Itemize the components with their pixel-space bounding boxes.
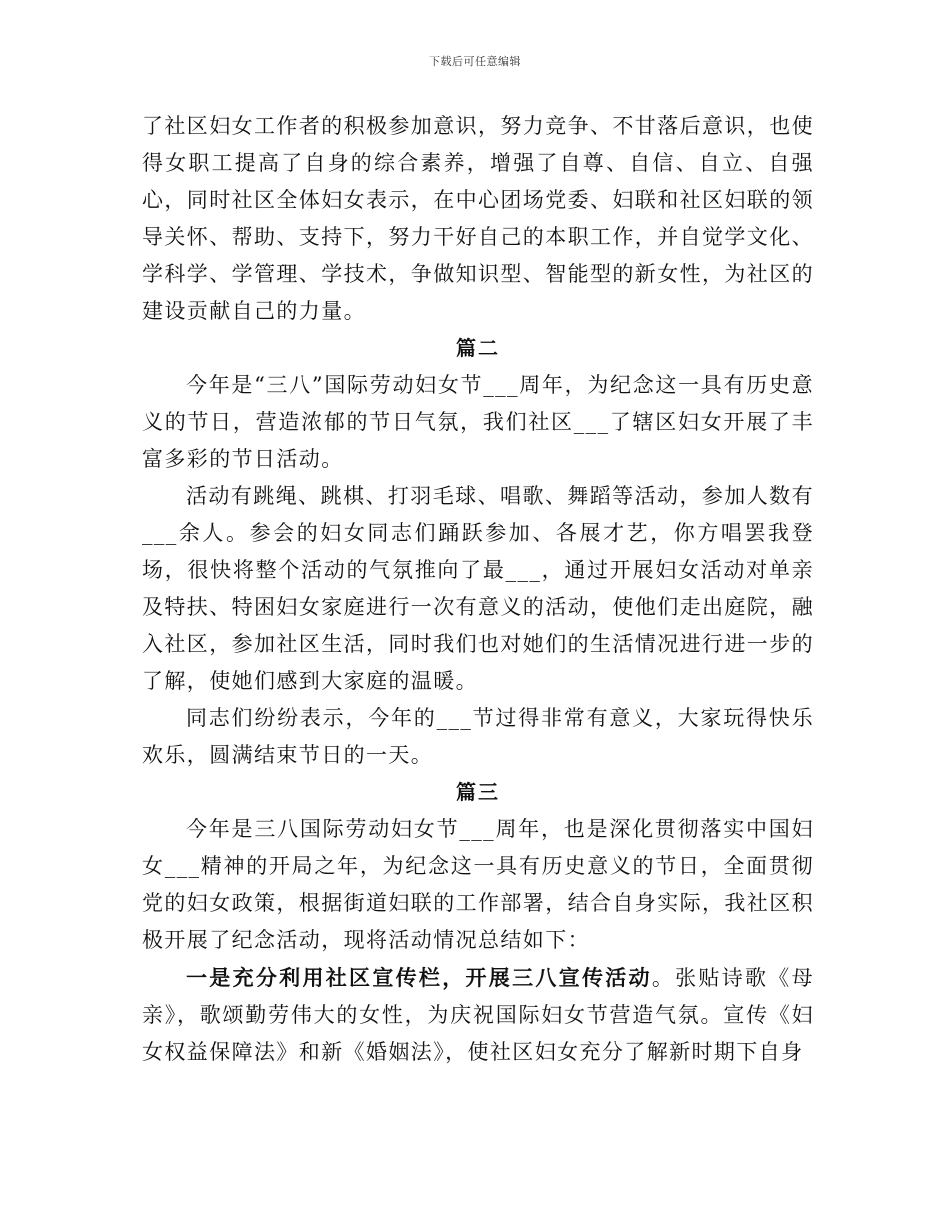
document-body bbox=[142, 108, 814, 1071]
section-heading-2: 篇二 bbox=[456, 336, 500, 360]
paragraph: 活动有跳绳、跳棋、打羽毛球、唱歌、舞蹈等活动，参加人数有___余人。参会的妇女同志们踊跃参加、各展才艺，你方唱罢我登场，很快将整个活动的气氛推向了最___，通过开展妇女活动对单亲及特扶、特困妇女家庭进行一次有意义的活动，使他们走出庭院，融入社区，参加社区生活，同时我们也对她们的生活情况进行进一步的了解，使她们感到大家庭的温暖。 bbox=[142, 484, 814, 693]
paragraph-lead-bold: 一是充分利用社区宣传栏，开展三八宣传活动 bbox=[186, 965, 652, 990]
paragraph-text: 。张贴诗歌《母亲》，歌颂勤劳伟大的女性，为庆祝国际妇女节营造气氛。宣传《妇女权益保障法》和新《婚姻法》，使社区妇女充分了解新时期下自身 bbox=[142, 966, 814, 1064]
paragraph: 今年是“三八”国际劳动妇女节___周年，为纪念这一具有历史意义的节日，营造浓郁的节日气氛，我们社区___了辖区妇女开展了丰富多彩的节日活动。 bbox=[142, 373, 814, 471]
section-heading-3: 篇三 bbox=[456, 780, 500, 804]
paragraph-continued: 了社区妇女工作者的积极参加意识，努力竞争、不甘落后意识，也使得女职工提高了自身的综合素养，增强了自尊、自信、自立、自强心，同时社区全体妇女表示，在中心团场党委、妇联和社区妇联的领导关怀、帮助、支持下，努力干好自己的本职工作，并自觉学文化、学科学、学管理、学技术，争做知识型、智能型的新女性，为社区的建设贡献自己的力量。 bbox=[142, 114, 814, 323]
paragraph: 今年是三八国际劳动妇女节___周年，也是深化贯彻落实中国妇女___精神的开局之年，为纪念这一具有历史意义的节日，全面贯彻党的妇女政策，根据街道妇联的工作部署，结合自身实际，我社区积极开展了纪念活动，现将活动情况总结如下： bbox=[142, 817, 814, 952]
page-header-note: 下载后可任意编辑 bbox=[429, 55, 521, 68]
paragraph-with-lead bbox=[142, 959, 814, 1071]
paragraph: 同志们纷纷表示，今年的___节过得非常有意义，大家玩得快乐欢乐，圆满结束节日的一天。 bbox=[142, 706, 814, 767]
